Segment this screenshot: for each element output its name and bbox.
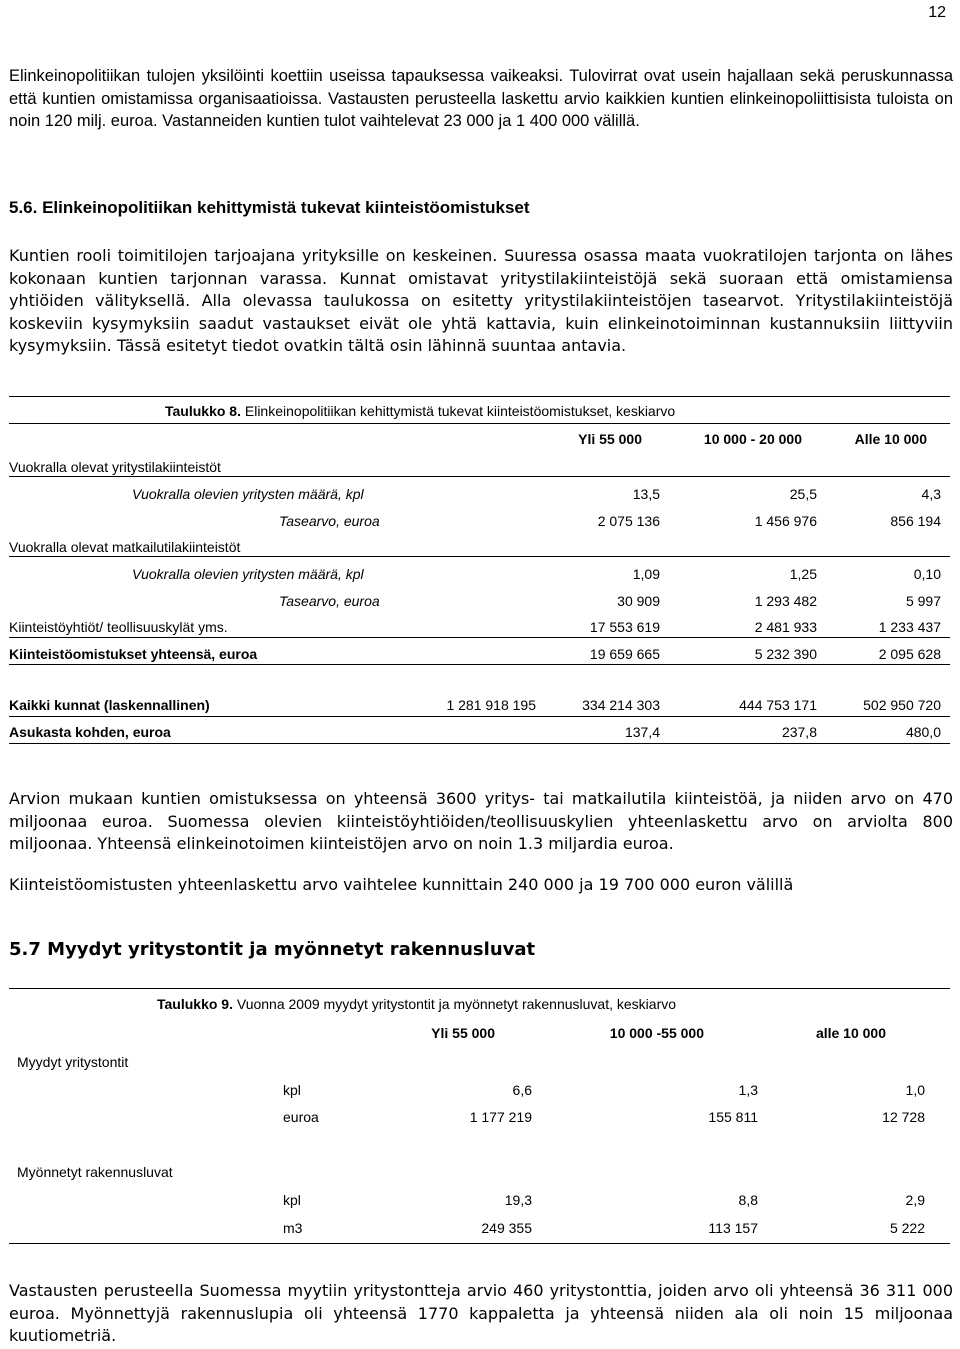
col-header: 10 000 - 20 000 [703,431,802,447]
row-rule [9,637,950,638]
row-rule [9,556,950,557]
row-label: Asukasta kohden, euroa [9,724,171,740]
row-label: kpl [283,1082,301,1098]
table-cell: 4,3 [921,486,941,502]
row-label: kpl [283,1192,301,1208]
row-label: Kiinteistöomistukset yhteensä, euroa [9,646,258,662]
row-label: Vuokralla olevien yritysten määrä, kpl [132,566,364,582]
table-caption: Taulukko 9. Vuonna 2009 myydyt yritystontit ja myönnetyt rakennusluvat, keskiarvo [157,996,677,1012]
table-cell: 334 214 303 [582,697,660,713]
table-cell: 1 233 437 [878,619,941,635]
table-cell: 480,0 [905,724,941,740]
table-cell: 2 481 933 [754,619,817,635]
table-cell: 0,10 [913,566,941,582]
table-top-rule [9,396,950,397]
table-cell: 856 194 [890,513,941,529]
table-bottom-rule [9,1243,950,1244]
section-5-6-paragraph: Kuntien rooli toimitilojen tarjoajana yrityksille on keskeinen. Suuressa osassa maata vuokratilojen tarjonta on lähes kokonaan kuntien tarjonnan varassa. Kunnat omistavat yritystilakiinteistöjä sekä suoraan että omistamiensa yhtiöiden välityksellä. Alla olevassa taulukossa on esitetty yritystilakiinteistöjen tasearvot. Yritystilakiinteistöjä koskeviin kysymyksiin saadut vastaukset eivät ole yhtä kattavia, kuin elinkeinotoiminnan kustannuksiin liittyviin kysymyksiin. Tässä esitetyt tiedot ovatkin tältä osin lähinnä suuntaa antavia. [9,246,953,355]
table-cell: 237,8 [781,724,817,740]
table-cell: 5 232 390 [754,646,817,662]
table-cell: 1,3 [738,1082,758,1098]
col-header: alle 10 000 [815,1025,886,1041]
table-cell: 1 456 976 [754,513,817,529]
table-top-rule [9,988,950,989]
row-label: Tasearvo, euroa [279,593,380,609]
table-cell: 1 177 219 [469,1109,532,1125]
row-rule [9,664,950,665]
row-label: euroa [283,1109,319,1125]
table-cell: 30 909 [617,593,660,609]
table-cell: 1 281 918 195 [446,697,536,713]
estimate-paragraph: Arvion mukaan kuntien omistuksessa on yhteensä 3600 yritys- tai matkailutila kiinteistöä, ja niiden arvo on 470 miljoonaa euroa. Suomessa olevien kiinteistöyhtiöiden/teollisuuskylien yhteenlaskettu arvo on arviolta 800 miljoonaa. Yhteensä elinkeinotoimen kiinteistöjen arvo on noin 1.3 miljardia euroa. [9,789,953,853]
page-number: 12 [928,4,946,21]
table-cell: 137,4 [624,724,660,740]
intro-paragraph: Elinkeinopolitiikan tulojen yksilöinti koettiin useissa tapauksessa vaikeaksi. Tulovirrat ovat usein hajallaan sekä peruskunnassa että kuntien omistamissa organisaatioissa. Vastausten perusteella laskettu arvio kaikkien kuntien elinkeinopoliittisista tuloista on noin 120 milj. euroa. Vastanneiden kuntien tulot vaihtelevat 23 000 ja 1 400 000 välillä. [9,67,953,130]
table-cell: 1,25 [789,566,817,582]
table-header-rule [9,423,950,424]
table-cell: 2 075 136 [597,513,660,529]
table-cell: 13,5 [632,486,660,502]
col-header: 10 000 -55 000 [609,1025,704,1041]
range-paragraph: Kiinteistöomistusten yhteenlaskettu arvo vaihtelee kunnittain 240 000 ja 19 700 000 euron välillä [9,875,794,894]
row-label: Vuokralla olevien yritysten määrä, kpl [132,486,364,502]
group-label: Vuokralla olevat yritystilakiinteistöt [9,459,221,475]
table-cell: 2 095 628 [878,646,941,662]
table-cell: 19,3 [504,1192,532,1208]
group-label: Myönnetyt rakennusluvat [17,1164,173,1180]
col-header: Yli 55 000 [431,1025,495,1041]
table-cell: 5 222 [889,1220,925,1236]
table-cell: 5 997 [905,593,941,609]
table-cell: 25,5 [789,486,817,502]
table-bottom-rule [9,743,950,744]
table-cell: 1,09 [632,566,660,582]
table-cell: 444 753 171 [739,697,817,713]
table-caption: Taulukko 8. Elinkeinopolitiikan kehittymistä tukevat kiinteistöomistukset, keskiarvo [165,403,676,419]
table-cell: 17 553 619 [589,619,660,635]
table-cell: 249 355 [481,1220,532,1236]
table-cell: 19 659 665 [589,646,660,662]
row-rule [9,716,950,717]
col-header: Alle 10 000 [854,431,927,447]
row-label: Kaikki kunnat (laskennallinen) [9,697,210,713]
table-cell: 2,9 [905,1192,925,1208]
table-cell: 12 728 [882,1109,925,1125]
table-cell: 502 950 720 [863,697,941,713]
section-5-7-heading: 5.7 Myydyt yritystontit ja myönnetyt rakennusluvat [9,939,536,960]
table-cell: 155 811 [708,1109,758,1125]
table-cell: 1,0 [905,1082,925,1098]
final-paragraph: Vastausten perusteella Suomessa myytiin yritystontteja arvio 460 yritystonttia, joiden arvo oli yhteensä 36 311 000 euroa. Myönnettyjä rakennuslupia oli yhteensä 1770 kappaletta ja yhteensä niiden ala oli noin 15 miljoonaa kuutiometriä. [9,1281,953,1345]
group-label: Myydyt yritystontit [17,1054,129,1070]
group-label: Vuokralla olevat matkailutilakiinteistöt [9,539,241,555]
table-cell: 6,6 [512,1082,532,1098]
col-header: Yli 55 000 [578,431,642,447]
row-label: Tasearvo, euroa [279,513,380,529]
row-rule [9,476,950,477]
table-cell: 1 293 482 [754,593,817,609]
row-label: Kiinteistöyhtiöt/ teollisuuskylät yms. [9,619,228,635]
table-cell: 113 157 [708,1220,758,1236]
table-cell: 8,8 [738,1192,758,1208]
section-5-6-heading: 5.6. Elinkeinopolitiikan kehittymistä tukevat kiinteistöomistukset [9,198,530,217]
row-label: m3 [283,1220,303,1236]
